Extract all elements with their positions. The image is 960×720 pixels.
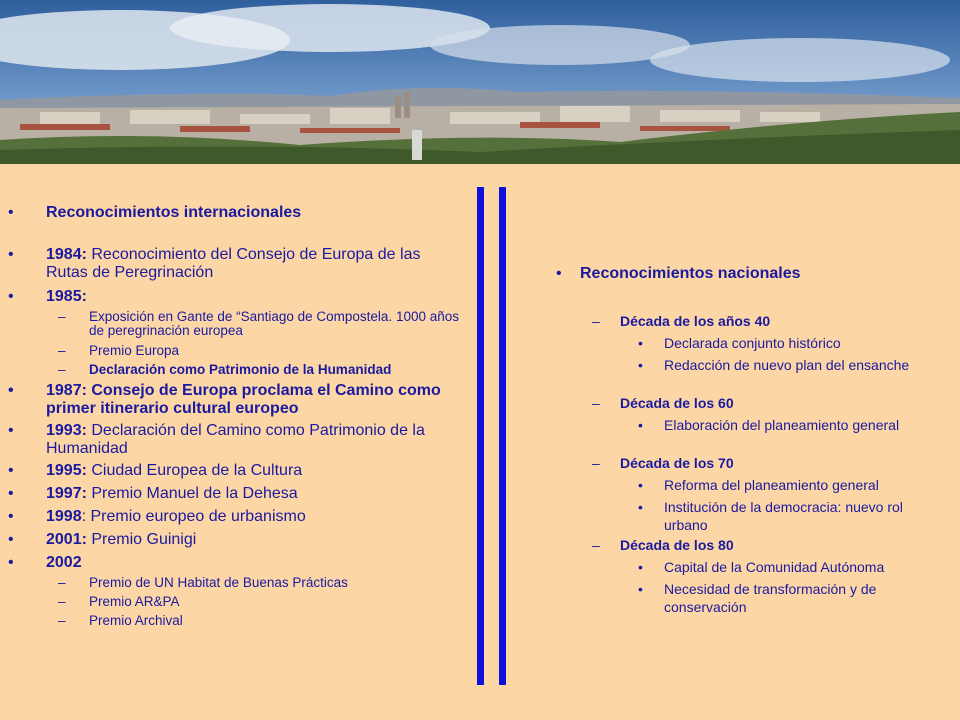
- national-recognitions: [556, 265, 926, 619]
- dash: –: [592, 395, 600, 411]
- city-panorama-photo: [0, 0, 960, 164]
- bullet: •: [638, 417, 643, 433]
- bullet: •: [8, 462, 14, 479]
- sub-item: [8, 363, 463, 382]
- item-text: Ciudad Europea de la Cultura: [86, 462, 303, 479]
- bullet: •: [8, 422, 14, 439]
- list-item: [8, 531, 463, 554]
- year: 2001:: [46, 531, 87, 548]
- item-text: Necesidad de transformación y de conservación: [664, 581, 877, 615]
- item-text: Premio Manuel de la Dehesa: [86, 485, 298, 502]
- sub-item: [8, 576, 463, 595]
- list-item: [556, 498, 926, 537]
- item-text: 1987: Consejo de Europa proclama el Camino como primer itinerario cultural europeo: [46, 382, 441, 417]
- sub-item-text: Premio de UN Habitat de Buenas Prácticas: [89, 575, 348, 590]
- decade-label: Década de los 70: [620, 455, 734, 471]
- sub-item-text: Premio Archival: [89, 613, 183, 628]
- decade-label: Década de los 60: [620, 395, 734, 411]
- bullet: •: [8, 485, 14, 502]
- decade-item: [556, 395, 926, 416]
- decade-item: [556, 455, 926, 476]
- bullet: •: [8, 508, 14, 525]
- list-item: [8, 462, 463, 485]
- bullet: •: [638, 559, 643, 575]
- bullet: •: [638, 335, 643, 351]
- item-text: Reforma del planeamiento general: [664, 477, 879, 493]
- year: 1993:: [46, 422, 87, 439]
- dash: –: [592, 455, 600, 471]
- sub-item: [8, 614, 463, 633]
- list-item: [8, 508, 463, 531]
- list-item: [8, 554, 463, 576]
- national-heading: Reconocimientos nacionales: [580, 265, 801, 282]
- list-item: [8, 288, 463, 310]
- dash: –: [58, 362, 66, 377]
- bullet: •: [8, 204, 14, 221]
- decade-item: [556, 313, 926, 334]
- sub-item-text: Premio AR&PA: [89, 594, 180, 609]
- item-text: Declaración del Camino como Patrimonio de la Humanidad: [46, 422, 425, 457]
- year: 1997:: [46, 485, 87, 502]
- dash: –: [592, 537, 600, 553]
- bullet: •: [8, 531, 14, 548]
- bullet: •: [638, 499, 643, 515]
- item-text: Elaboración del planeamiento general: [664, 417, 900, 433]
- bullet: •: [638, 357, 643, 373]
- year: 1995:: [46, 462, 87, 479]
- sub-item: [8, 310, 463, 344]
- year: 1984:: [46, 246, 87, 263]
- international-heading: Reconocimientos internacionales: [46, 204, 302, 221]
- item-text: Redacción de nuevo plan del ensanche: [664, 357, 910, 373]
- list-item: [8, 246, 463, 288]
- dash: –: [592, 313, 600, 329]
- dash: –: [58, 575, 66, 590]
- sub-item-text: Declaración como Patrimonio de la Humanidad: [89, 362, 392, 377]
- bullet: •: [8, 554, 14, 571]
- dash: –: [58, 343, 66, 358]
- list-item: [556, 580, 926, 619]
- bullet: •: [8, 246, 14, 263]
- year: 1985:: [46, 288, 87, 305]
- list-item: [556, 356, 926, 395]
- bullet: •: [638, 581, 643, 597]
- list-item: [556, 265, 926, 313]
- bullet: •: [8, 382, 14, 399]
- year: 1998: [46, 508, 82, 525]
- decade-label: Década de los años 40: [620, 313, 771, 329]
- sub-item: [8, 595, 463, 614]
- bullet: •: [8, 288, 14, 305]
- bullet: •: [638, 477, 643, 493]
- item-text: Reconocimiento del Consejo de Europa de las Rutas de Peregrinación: [46, 246, 421, 281]
- international-recognitions: [8, 204, 463, 633]
- list-item: [8, 204, 463, 246]
- item-text: Capital de la Comunidad Autónoma: [664, 559, 885, 575]
- decade-item: [556, 537, 926, 558]
- item-text: Premio Guinigi: [86, 531, 197, 548]
- list-item: [556, 476, 926, 498]
- sub-item-text: Exposición en Gante de “Santiago de Compostela. 1000 años de peregrinación europea: [89, 309, 459, 338]
- list-item: [556, 558, 926, 580]
- divider-bar: [499, 187, 506, 685]
- dash: –: [58, 594, 66, 609]
- item-text: : Premio europeo de urbanismo: [81, 508, 306, 525]
- bullet: •: [556, 265, 562, 282]
- decade-label: Década de los 80: [620, 537, 734, 553]
- list-item: [8, 422, 463, 462]
- item-text: Institución de la democracia: nuevo rol urbano: [664, 499, 903, 533]
- year: 2002: [46, 554, 82, 571]
- dash: –: [58, 613, 66, 628]
- sub-item-text: Premio Europa: [89, 343, 180, 358]
- dash: –: [58, 309, 66, 324]
- list-item: [8, 485, 463, 508]
- sub-item: [8, 344, 463, 363]
- list-item: [556, 416, 926, 455]
- list-item: [8, 382, 463, 422]
- list-item: [556, 334, 926, 356]
- item-text: Declarada conjunto histórico: [664, 335, 841, 351]
- divider-bar: [477, 187, 484, 685]
